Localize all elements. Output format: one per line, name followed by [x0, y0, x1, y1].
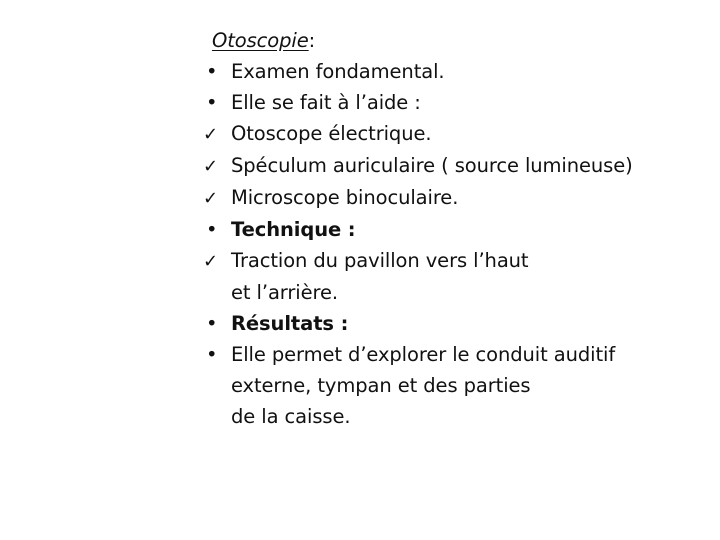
list-item-text: et l’arrière. [231, 281, 338, 304]
subheading-resultats: Résultats : [231, 312, 349, 335]
list-item [202, 245, 712, 277]
bullet-icon [202, 339, 231, 370]
list-item-text: Otoscope électrique. [231, 122, 432, 145]
checkmark-icon [202, 182, 231, 214]
bullet-icon [202, 214, 231, 245]
list-item-text: Traction du pavillon vers l’haut [231, 249, 529, 272]
list-item-text: Spéculum auriculaire ( source lumineuse) [231, 154, 633, 177]
bullet-icon [202, 56, 231, 87]
list-item-text: Examen fondamental. [231, 60, 445, 83]
list-item-continuation [202, 277, 712, 308]
list-item [202, 339, 712, 370]
list-item [202, 308, 712, 339]
checkmark-icon [202, 150, 231, 182]
checkmark-icon [202, 245, 231, 277]
list-item [202, 214, 712, 245]
list-item [202, 87, 712, 118]
heading-line [202, 25, 712, 56]
list-item-text: Elle permet d’explorer le conduit auditif [231, 343, 616, 366]
list-item [202, 118, 712, 150]
list-item-text: externe, tympan et des parties [231, 374, 531, 397]
list-item-continuation [202, 401, 712, 432]
checkmark-icon [202, 118, 231, 150]
heading-colon: : [308, 29, 316, 52]
list-item-text: Microscope binoculaire. [231, 186, 459, 209]
list-item [202, 182, 712, 214]
list-item-text: Elle se fait à l’aide : [231, 91, 421, 114]
bullet-icon [202, 87, 231, 118]
bullet-icon [202, 308, 231, 339]
list-item [202, 56, 712, 87]
list-item-text: de la caisse. [231, 405, 351, 428]
list-item [202, 150, 712, 182]
slide-content [202, 25, 712, 432]
list-item-continuation [202, 370, 712, 401]
subheading-technique: Technique : [231, 218, 356, 241]
section-heading: Otoscopie [212, 29, 309, 52]
